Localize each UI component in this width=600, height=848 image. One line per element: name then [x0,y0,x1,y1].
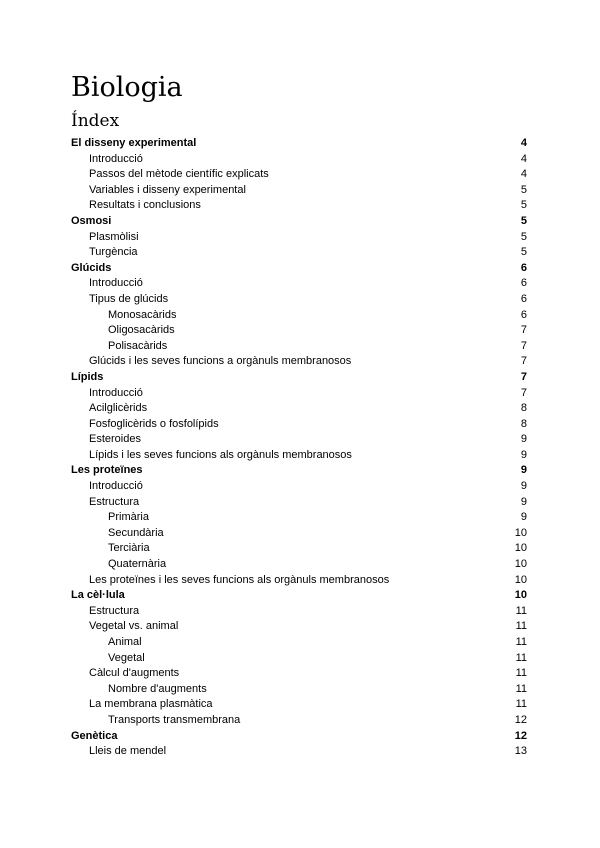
toc-entry[interactable] [71,510,527,526]
toc-entry-label: La cèl·lula [71,589,125,602]
toc-entry-label: El disseny experimental [71,137,197,149]
toc-entry[interactable] [71,666,527,682]
toc-entry[interactable] [71,495,527,511]
toc-entry-page-number: 4 [520,168,527,181]
toc-entry-page-number: 6 [520,308,527,321]
toc-entry-page-number: 10 [514,573,527,586]
toc-entry[interactable] [71,245,527,261]
toc-entry[interactable] [71,588,527,604]
toc-entry-label: Oligosacàrids [108,324,175,337]
toc-entry-page-number: 11 [515,620,527,633]
toc-entry[interactable] [71,635,527,651]
toc-entry[interactable] [71,230,527,246]
toc-entry-page-number: 5 [520,214,527,227]
toc-entry[interactable] [71,463,527,479]
toc-entry-page-number: 7 [520,339,527,352]
toc-entry-page-number: 10 [514,589,527,602]
table-of-contents [71,136,527,760]
toc-entry-page-number: 5 [520,199,527,212]
toc-entry-page-number: 5 [520,230,527,243]
toc-entry-label: Secundària [108,526,164,539]
toc-entry-page-number: 10 [514,542,527,555]
toc-entry[interactable] [71,354,527,370]
toc-entry[interactable] [71,152,527,168]
toc-entry-page-number: 10 [514,526,527,539]
toc-entry-label: Lípids i les seves funcions als orgànuls membranosos [89,448,352,461]
toc-entry[interactable] [71,386,527,402]
toc-entry[interactable] [71,448,527,464]
toc-entry-label: Nombre d'augments [108,682,207,695]
toc-entry-label: Quaternària [108,558,167,571]
toc-entry[interactable] [71,370,527,386]
toc-entry-label: Tipus de glúcids [89,292,169,305]
toc-entry-page-number: 7 [520,370,527,383]
toc-entry-page-number: 9 [520,511,527,524]
toc-entry-page-number: 7 [520,355,527,368]
toc-entry-page-number: 13 [514,745,527,758]
toc-entry[interactable] [71,604,527,620]
toc-entry-label: Càlcul d'augments [89,667,180,680]
toc-entry[interactable] [71,541,527,557]
toc-entry-page-number: 5 [520,183,527,196]
toc-entry-page-number: 11 [515,667,527,680]
toc-entry-page-number: 11 [515,698,527,711]
toc-entry[interactable] [71,573,527,589]
document-title: Biologia [71,72,183,103]
toc-entry-page-number: 8 [520,402,527,415]
toc-entry-label: Glúcids i les seves funcions a orgànuls membranosos [89,355,352,368]
toc-entry-page-number: 6 [520,261,527,274]
toc-entry[interactable] [71,401,527,417]
toc-entry-label: Introducció [89,277,143,290]
toc-entry-page-number: 5 [520,246,527,259]
toc-entry-page-number: 8 [520,417,527,430]
toc-entry-page-number: 4 [520,137,527,149]
toc-entry[interactable] [71,261,527,277]
toc-entry[interactable] [71,526,527,542]
toc-entry-label: Monosacàrids [108,308,177,321]
toc-entry-label: Fosfoglicèrids o fosfolípids [89,417,219,430]
toc-entry-label: Polisacàrids [108,339,168,352]
toc-entry[interactable] [71,308,527,324]
toc-entry-page-number: 9 [520,433,527,446]
toc-entry-page-number: 12 [514,713,527,726]
toc-entry-label: Introducció [89,152,143,165]
toc-entry-label: Estructura [89,495,140,508]
toc-entry[interactable] [71,713,527,729]
toc-entry-page-number: 12 [514,729,527,742]
toc-entry[interactable] [71,136,527,152]
toc-entry-page-number: 9 [520,448,527,461]
toc-entry-label: Lleis de mendel [89,745,167,758]
toc-entry-label: Genètica [71,729,118,742]
toc-entry-page-number: 10 [514,558,527,571]
toc-entry-label: Animal [108,636,142,648]
toc-entry[interactable] [71,183,527,199]
toc-entry[interactable] [71,744,527,760]
toc-heading: Índex [71,111,120,131]
toc-entry[interactable] [71,619,527,635]
toc-entry[interactable] [71,323,527,339]
toc-entry-label: Plasmòlisi [89,230,139,243]
toc-entry-page-number: 4 [520,152,527,165]
toc-entry-page-number: 6 [520,277,527,290]
toc-entry-label: Les proteïnes i les seves funcions als orgànuls membranosos [89,573,390,586]
toc-entry-page-number: 9 [520,464,527,477]
toc-entry-page-number: 11 [515,636,527,648]
toc-entry-label: Introducció [89,480,143,493]
toc-entry-page-number: 9 [520,495,527,508]
toc-entry-label: Lípids [71,370,104,383]
toc-entry-label: Passos del mètode científic explicats [89,168,269,181]
toc-entry-label: Transports transmembrana [108,713,241,726]
toc-entry[interactable] [71,432,527,448]
toc-entry-page-number: 11 [515,682,527,695]
toc-entry-page-number: 7 [520,386,527,399]
toc-entry-page-number: 11 [515,651,527,664]
toc-entry[interactable] [71,479,527,495]
toc-entry-label: Variables i disseny experimental [89,183,246,196]
toc-entry-label: Turgència [89,246,138,259]
toc-entry-page-number: 11 [515,604,527,617]
toc-entry[interactable] [71,651,527,667]
toc-entry-page-number: 9 [520,480,527,493]
toc-entry[interactable] [71,557,527,573]
toc-entry[interactable] [71,729,527,745]
toc-entry-label: Acilglicèrids [89,402,148,415]
toc-entry-page-number: 6 [520,292,527,305]
toc-entry[interactable] [71,697,527,713]
toc-entry-label: Terciària [108,542,150,555]
toc-entry[interactable] [71,276,527,292]
toc-entry[interactable] [71,167,527,183]
toc-entry-label: Vegetal vs. animal [89,620,179,633]
toc-entry[interactable] [71,339,527,355]
toc-entry-label: Esteroides [89,433,141,446]
toc-entry[interactable] [71,198,527,214]
toc-entry-label: Vegetal [108,651,145,664]
toc-entry[interactable] [71,682,527,698]
toc-entry-label: Introducció [89,386,143,399]
toc-entry-label: Estructura [89,604,140,617]
toc-entry[interactable] [71,292,527,308]
toc-entry-label: Primària [108,511,149,524]
toc-entry-page-number: 7 [520,324,527,337]
toc-entry-label: La membrana plasmàtica [89,698,213,711]
toc-entry-label: Glúcids [71,261,112,274]
toc-entry-label: Les proteïnes [71,464,143,477]
toc-entry[interactable] [71,417,527,433]
toc-entry-label: Osmosi [71,214,112,227]
toc-entry[interactable] [71,214,527,230]
toc-entry-label: Resultats i conclusions [89,199,201,212]
